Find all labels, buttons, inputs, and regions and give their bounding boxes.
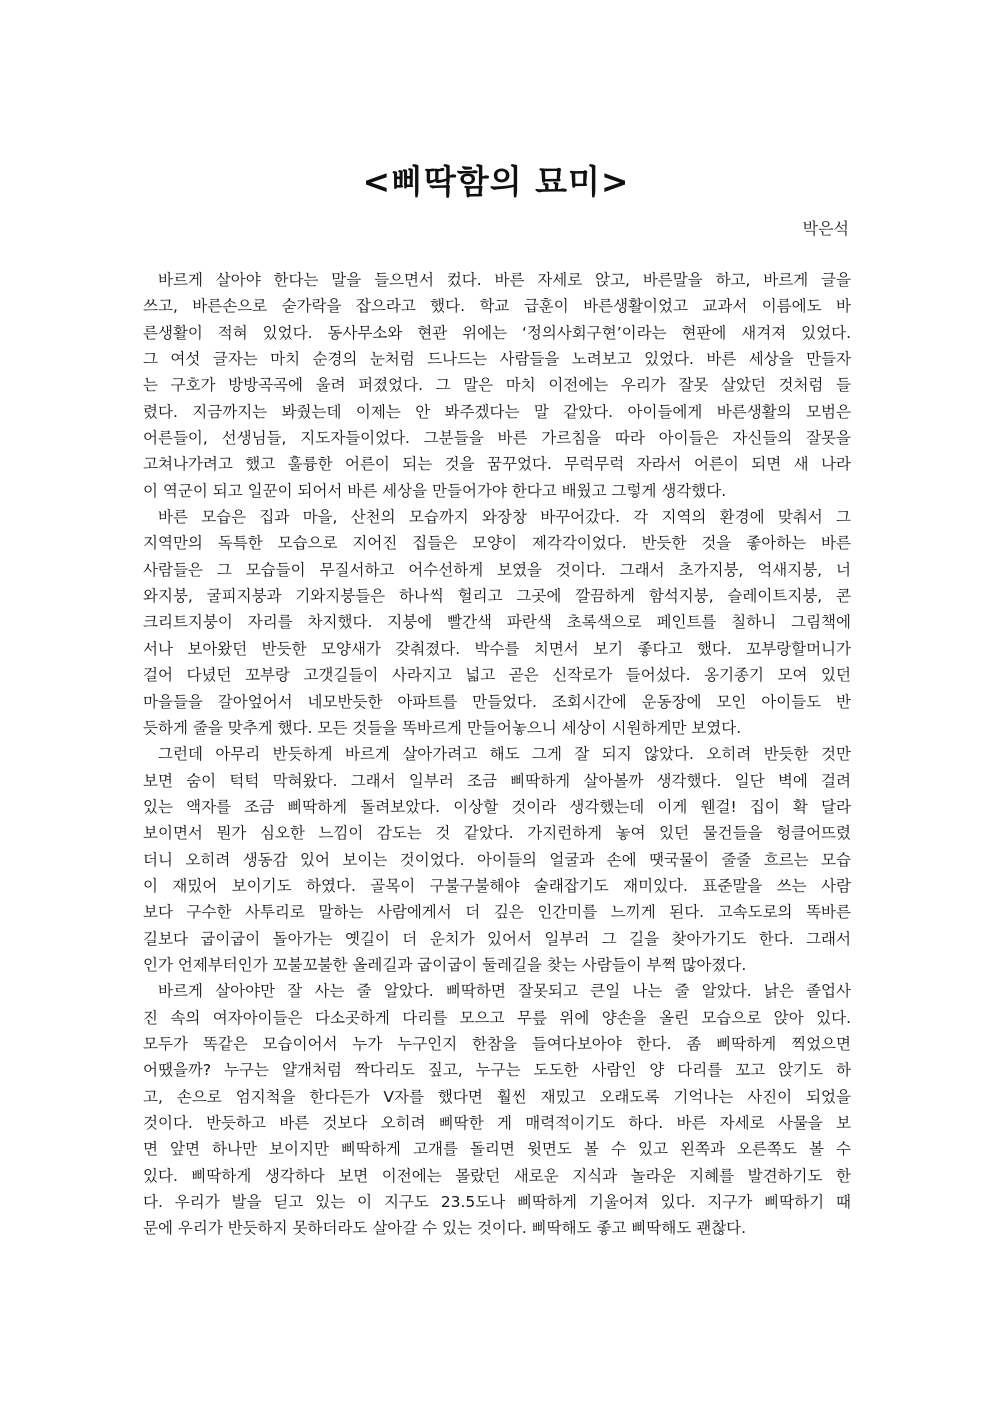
text-line: 렸다. 지금까지는 봐줬는데 이제는 안 봐주겠다는 말 같았다. 아이들에게 바른생활의 모범은 <box>143 402 851 421</box>
text-line: 이 역군이 되고 일꾼이 되어서 바른 세상을 만들어가야 한다고 배웠고 그렇게 생각했다. <box>143 481 727 500</box>
text-line: 어땠을까? 누구는 얄개처럼 짝다리도 짚고, 누구는 도도한 사람인 양 다리를 꼬고 앉기도 하 <box>143 1061 851 1080</box>
text-line: 면 앞면 하나만 보이지만 삐딱하게 고개를 돌리면 윗면도 볼 수 있고 왼쪽과 오른쪽도 볼 수 <box>143 1140 851 1159</box>
text-line: 걸어 다녔던 꼬부랑 고갯길들이 사라지고 넓고 곧은 신작로가 들어섰다. 옹기종기 모여 있던 <box>143 666 851 685</box>
text-line: 와지붕, 굴피지붕과 기와지붕들은 하나씩 헐리고 그곳에 깔끔하게 함석지붕, 슬레이트지붕, 콘 <box>143 587 851 606</box>
text-line: 지역만의 독특한 모습으로 지어진 집들은 모양이 제각각이었다. 반듯한 것을 좋아하는 바른 <box>143 534 851 553</box>
text-line: 그런데 아무리 반듯하게 바르게 살아가려고 해도 그게 잘 되지 않았다. 오히려 반듯한 것만 <box>158 745 851 764</box>
text-line: 문에 우리가 반듯하지 못하더라도 살아갈 수 있는 것이다. 삐딱해도 좋고 삐딱해도 괜찮다. <box>143 1219 747 1238</box>
text-line: 마을들을 갈아엎어서 네모반듯한 아파트를 만들었다. 조회시간에 운동장에 모인 아이들도 반 <box>143 692 851 711</box>
author-name: 박은석 <box>802 219 849 238</box>
text-line: 는 구호가 방방곡곡에 울려 퍼졌었다. 그 말은 마치 이전에는 우리가 잘못 살았던 것처럼 들 <box>143 376 851 395</box>
text-line: 고쳐나가려고 했고 훌륭한 어른이 되는 것을 꿈꾸었다. 무럭무럭 자라서 어른이 되면 새 나라 <box>143 455 851 474</box>
page-title: <삐딱함의 묘미> <box>362 162 630 201</box>
text-line: 인가 언제부터인가 꼬불꼬불한 올레길과 굽이굽이 둘레길을 찾는 사람들이 부쩍 많아졌다. <box>143 955 747 974</box>
text-line: 보다 구수한 사투리로 말하는 사람에게서 더 깊은 인간미를 느끼게 된다. 고속도로의 똑바른 <box>143 903 851 922</box>
text-line: 다. 우리가 발을 딛고 있는 이 지구도 23.5도나 삐딱하게 기울어져 있다. 지구가 삐딱하기 때 <box>143 1193 851 1212</box>
text-line: 진 속의 여자아이들은 다소곳하게 다리를 모으고 무릎 위에 양손을 올린 모습으로 앉아 있다. <box>143 1008 851 1027</box>
text-line: 이 재밌어 보이기도 하였다. 골목이 구불구불해야 술래잡기도 재미있다. 표준말을 쓰는 사람 <box>143 876 851 895</box>
text-line: 서나 보아왔던 반듯한 모양새가 갖춰졌다. 박수를 치면서 보기 좋다고 했다. 꼬부랑할머니가 <box>143 639 851 658</box>
text-line: 있다. 삐딱하게 생각하다 보면 이전에는 몰랐던 새로운 지식과 놀라운 지혜를 발견하기도 한 <box>143 1166 851 1185</box>
text-line: 바르게 살아야만 잘 사는 줄 알았다. 삐딱하면 잘못되고 큰일 나는 줄 알았다. 낡은 졸업사 <box>158 982 851 1001</box>
text-line: 보면 숨이 턱턱 막혀왔다. 그래서 일부러 조금 삐딱하게 살아볼까 생각했다. 일단 벽에 걸려 <box>143 771 851 790</box>
essay-body <box>143 267 851 1242</box>
text-line: 것이다. 반듯하고 바른 것보다 오히려 삐딱한 게 매력적이기도 하다. 바른 자세로 사물을 보 <box>143 1114 851 1132</box>
text-line: 크리트지붕이 자리를 차지했다. 지붕에 빨간색 파란색 초록색으로 페인트를 칠하니 그림책에 <box>143 613 851 632</box>
text-line: 쓰고, 바른손으로 숟가락을 잡으라고 했다. 학교 급훈이 바른생활이었고 교과서 이름에도 바 <box>143 297 851 316</box>
text-line: 어른들이, 선생님들, 지도자들이었다. 그분들을 바른 가르침을 따라 아이들은 자신들의 잘못을 <box>143 429 851 448</box>
text-line: 사람들은 그 모습들이 무질서하고 어수선하게 보였을 것이다. 그래서 초가지붕, 억새지붕, 너 <box>143 560 851 579</box>
text-line: 있는 액자를 조금 삐딱하게 돌려보았다. 이상할 것이라 생각했는데 이게 웬걸! 집이 확 달라 <box>143 797 851 816</box>
text-line: 바르게 살아야 한다는 말을 들으면서 컸다. 바른 자세로 앉고, 바른말을 하고, 바르게 글을 <box>158 271 851 289</box>
text-line: 보이면서 뭔가 심오한 느낌이 감도는 것 같았다. 가지런하게 놓여 있던 물건들을 헝클어뜨렸 <box>143 824 851 843</box>
text-line: 그 여섯 글자는 마치 순경의 눈처럼 드나드는 사람들을 노려보고 있었다. 바른 세상을 만들자 <box>143 350 851 369</box>
text-line: 모두가 똑같은 모습이어서 누가 누구인지 한참을 들여다보아야 한다. 좀 삐딱하게 찍었으면 <box>143 1034 851 1053</box>
text-line: 바른 모습은 집과 마을, 산천의 모습까지 와장창 바꾸어갔다. 각 지역의 환경에 맞춰서 그 <box>158 508 851 527</box>
text-line: 더니 오히려 생동감 있어 보이는 것이었다. 아이들의 얼굴과 손에 땟국물이 줄줄 흐르는 모습 <box>143 850 851 869</box>
text-line: 듯하게 줄을 맞추게 했다. 모든 것들을 똑바르게 만들어놓으니 세상이 시원하게만 보였다. <box>143 718 742 737</box>
text-line: 고, 손으로 엄지척을 한다든가 V자를 했다면 훨씬 재밌고 오래도록 기억나는 사진이 되었을 <box>143 1087 851 1106</box>
text-line: 른생활이 적혀 있었다. 동사무소와 현관 위에는 ‘정의사회구현’이라는 현판에 새겨져 있었다. <box>143 323 851 342</box>
text-line: 길보다 굽이굽이 돌아가는 옛길이 더 운치가 있어서 일부러 그 길을 찾아가기도 한다. 그래서 <box>143 929 851 948</box>
